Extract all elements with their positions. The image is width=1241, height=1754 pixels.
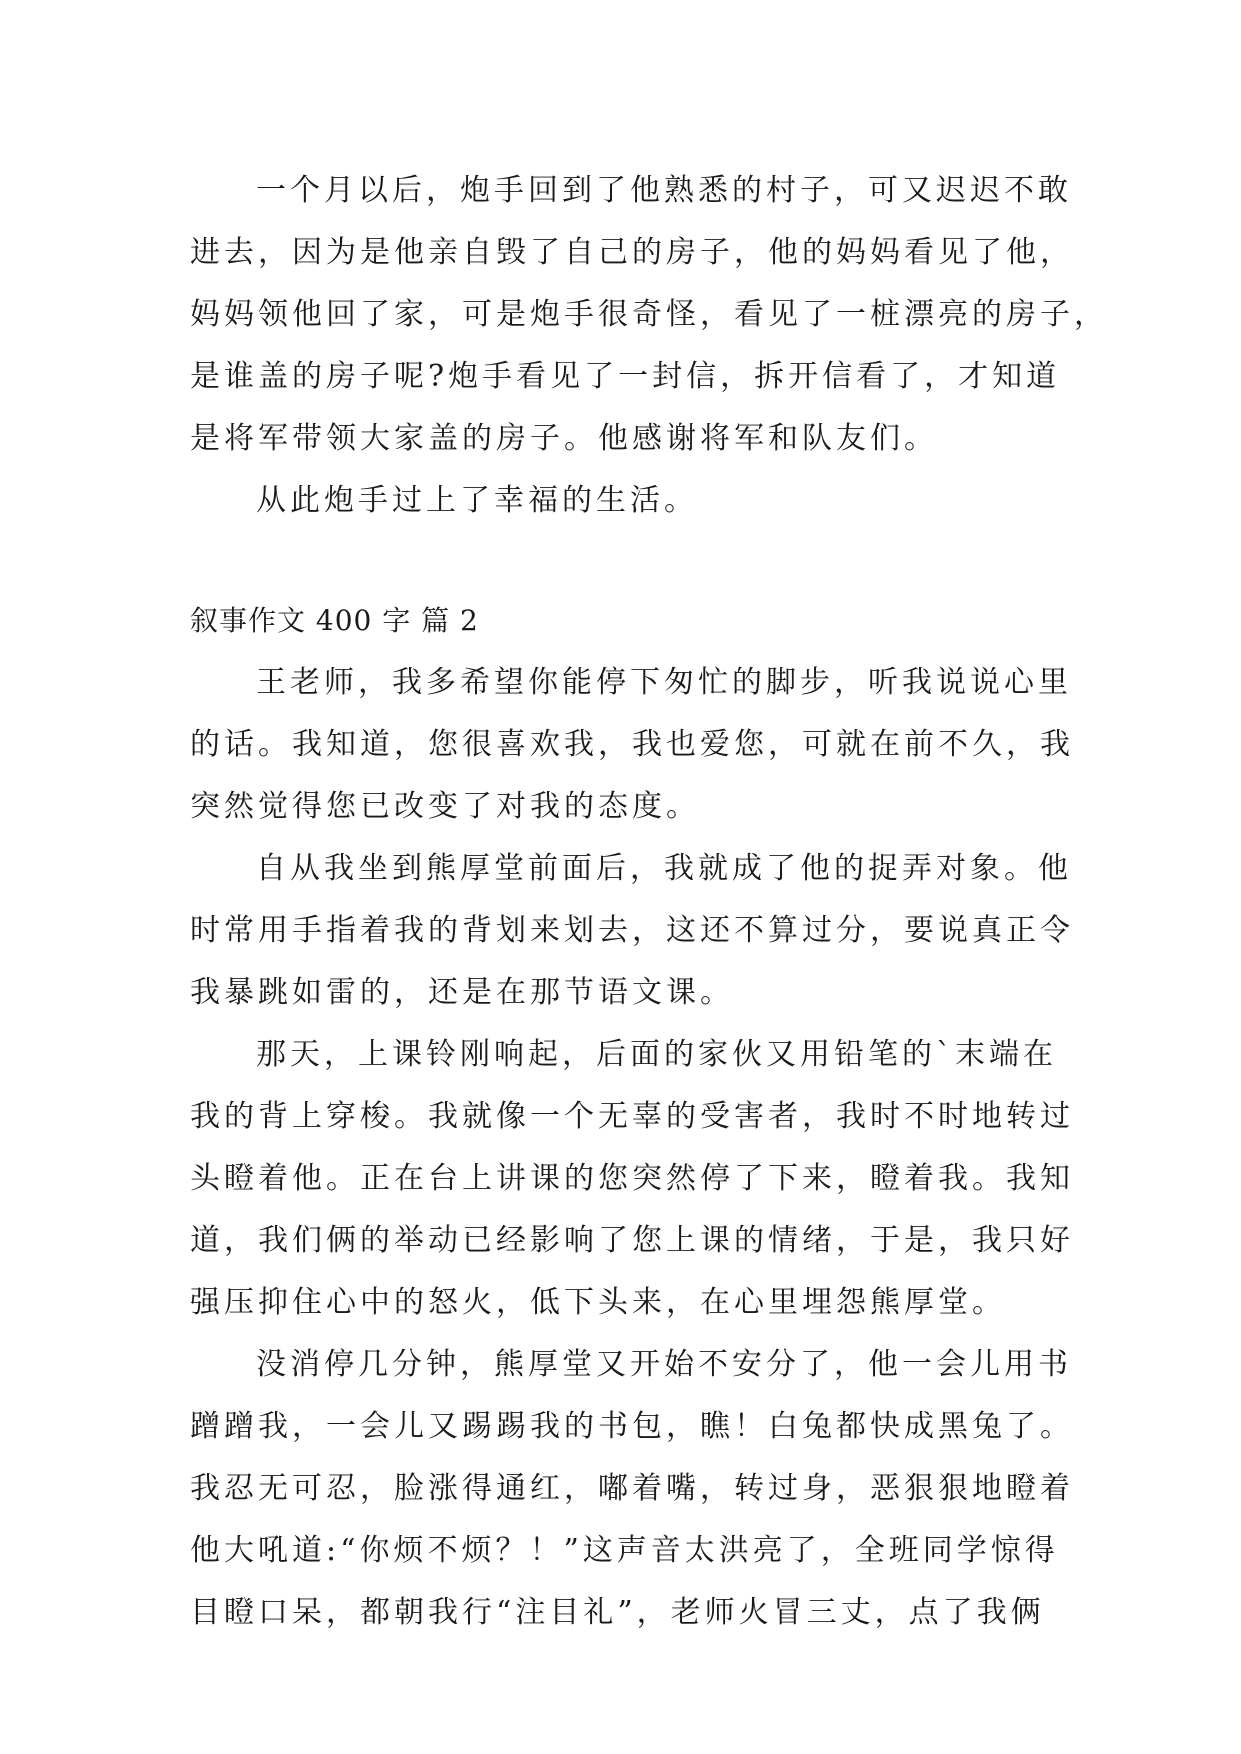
section-heading: 叙事作文 400 字 篇 2 bbox=[190, 604, 479, 637]
text-line: 突然觉得您已改变了对我的态度。 bbox=[190, 789, 700, 824]
text-line: 进去，因为是他亲自毁了自己的房子，他的妈妈看见了他， bbox=[190, 235, 1074, 270]
text-line: 是谁盖的房子呢?炮手看见了一封信，拆开信看了，才知道 bbox=[190, 359, 1061, 394]
text-line: 妈妈领他回了家，可是炮手很奇怪，看见了一桩漂亮的房子， bbox=[190, 297, 1108, 332]
section-spacer bbox=[190, 532, 1060, 590]
section-2 bbox=[190, 590, 1074, 1644]
paragraph bbox=[190, 470, 1060, 532]
text-line: 是将军带领大家盖的房子。他感谢将军和队友们。 bbox=[190, 421, 938, 456]
text-line: 强压抑住心中的怒火，低下头来，在心里埋怨熊厚堂。 bbox=[190, 1285, 1006, 1320]
paragraph bbox=[190, 1024, 1074, 1334]
text-line: 目瞪口呆，都朝我行“注目礼”，老师火冒三丈，点了我俩 bbox=[190, 1595, 1045, 1630]
text-line: 自从我坐到熊厚堂前面后，我就成了他的捉弄对象。他 bbox=[256, 851, 1072, 886]
text-line: 的话。我知道，您很喜欢我，我也爱您，可就在前不久，我 bbox=[190, 727, 1074, 762]
text-line: 我忍无可忍，脸涨得通红，嘟着嘴，转过身，恶狠狠地瞪着 bbox=[190, 1471, 1074, 1506]
text-line: 头瞪着他。正在台上讲课的您突然停了下来，瞪着我。我知 bbox=[190, 1161, 1074, 1196]
document-body bbox=[190, 160, 1108, 1644]
paragraph bbox=[190, 838, 1074, 1024]
text-line: 道，我们俩的举动已经影响了您上课的情绪，于是，我只好 bbox=[190, 1223, 1074, 1258]
text-line: 王老师，我多希望你能停下匆忙的脚步，听我说说心里 bbox=[256, 665, 1072, 700]
paragraph bbox=[190, 1334, 1074, 1644]
text-line: 我暴跳如雷的，还是在那节语文课。 bbox=[190, 975, 734, 1010]
text-line: 一个月以后，炮手回到了他熟悉的村子，可又迟迟不敢 bbox=[256, 173, 1072, 208]
text-line: 蹭蹭我，一会儿又踢踢我的书包，瞧！白兔都快成黑兔了。 bbox=[190, 1409, 1074, 1444]
text-line: 从此炮手过上了幸福的生活。 bbox=[256, 483, 698, 518]
section-1 bbox=[190, 160, 1108, 532]
paragraph bbox=[190, 652, 1074, 838]
text-line: 那天，上课铃刚响起，后面的家伙又用铅笔的`末端在 bbox=[256, 1037, 1057, 1072]
paragraph bbox=[190, 160, 1108, 470]
text-line: 我的背上穿梭。我就像一个无辜的受害者，我时不时地转过 bbox=[190, 1099, 1074, 1134]
text-line: 他大吼道:“你烦不烦？！”这声音太洪亮了，全班同学惊得 bbox=[190, 1533, 1059, 1568]
text-line: 没消停几分钟，熊厚堂又开始不安分了，他一会儿用书 bbox=[256, 1347, 1072, 1382]
text-line: 时常用手指着我的背划来划去，这还不算过分，要说真正令 bbox=[190, 913, 1074, 948]
